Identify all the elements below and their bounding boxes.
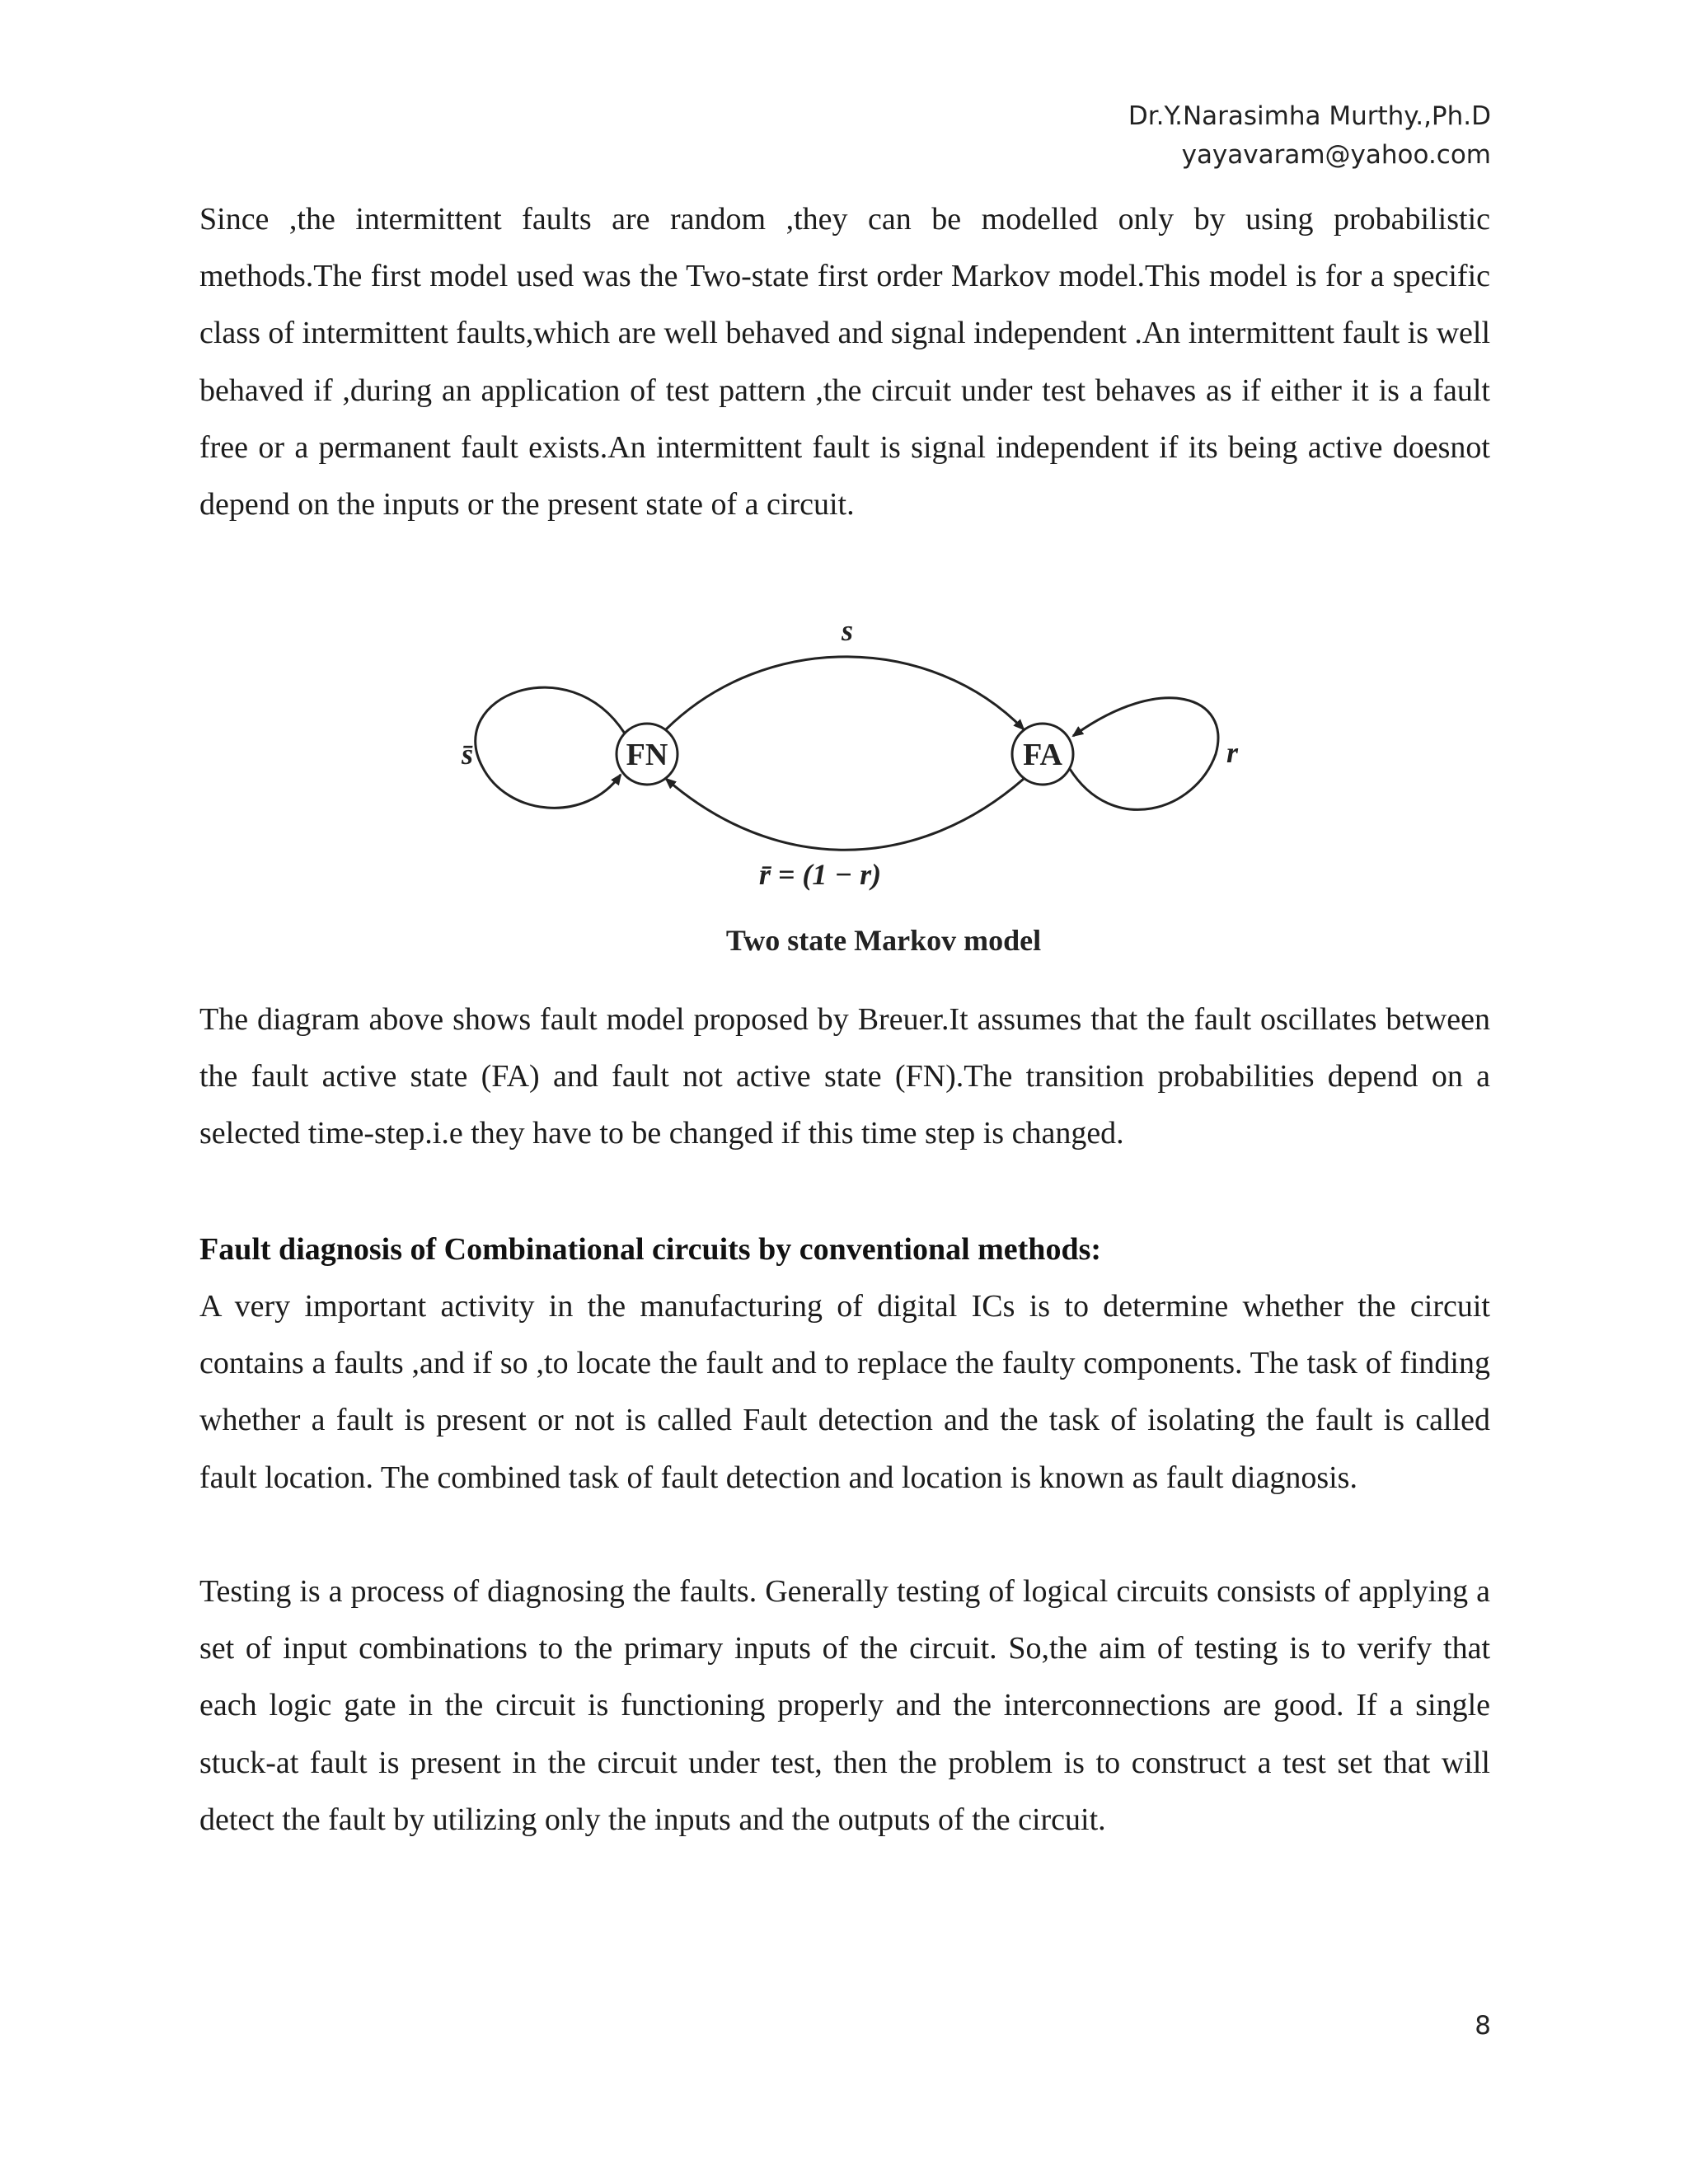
label-s-bar: s̄	[462, 738, 474, 771]
fa-state-label: FA	[1023, 738, 1062, 772]
edge-fn-to-fa	[666, 657, 1024, 729]
section-heading: Fault diagnosis of Combinational circuits by conventional methods:	[199, 1232, 1102, 1267]
paragraph-intro: Since ,the intermittent faults are random ,they can be modelled only by using probabilistic methods.The first model used was the Two-state first order Markov model.This model is for a specific class of intermittent faults,which are well behaved and signal independent .An intermittent fault is well behaved if ,during an application of test pattern ,the circuit under test behaves as if either it is a fault free or a permanent fault exists.An intermittent fault is signal independent if its being active doesnot depend on the inputs or the present state of a circuit.	[199, 202, 1490, 523]
label-r-bar: r̄ = (1 − r)	[758, 858, 882, 891]
page-number: 8	[1475, 2011, 1491, 2041]
fa-self-loop	[1070, 698, 1218, 810]
label-r: r	[1226, 736, 1239, 769]
header-email: yayavaram@yahoo.com	[1181, 140, 1491, 170]
fn-state-label: FN	[626, 738, 668, 772]
label-s: s	[841, 614, 854, 647]
paragraph-diagnosis: A very important activity in the manufacturing of digital ICs is to determine whether the circuit contains a faults ,and if so ,to locate the fault and to replace the faulty components. The task of finding whether a fault is present or not is called Fault detection and the task of isolating the fault is called fault location. The combined task of fault detection and location is known as fault diagnosis.	[199, 1289, 1490, 1495]
page-header	[1128, 97, 1491, 175]
markov-diagram	[453, 606, 1245, 968]
header-author: Dr.Y.Narasimha Murthy.,Ph.D	[1128, 101, 1491, 131]
fn-self-loop	[476, 687, 625, 808]
edge-fa-to-fn	[666, 779, 1024, 850]
diagram-caption: Two state Markov model	[725, 924, 1042, 957]
paragraph-breuer: The diagram above shows fault model proposed by Breuer.It assumes that the fault oscillates between the fault active state (FA) and fault not active state (FN).The transition probabilities depend on a selected time-step.i.e they have to be changed if this time step is changed.	[199, 1002, 1490, 1151]
paragraph-testing: Testing is a process of diagnosing the faults. Generally testing of logical circuits consists of applying a set of input combinations to the primary inputs of the circuit. So,the aim of testing is to verify that each logic gate in the circuit is functioning properly and the interconnections are good. If a single stuck-at fault is present in the circuit under test, then the problem is to construct a test set that will detect the fault by utilizing only the inputs and the outputs of the circuit.	[199, 1574, 1490, 1837]
